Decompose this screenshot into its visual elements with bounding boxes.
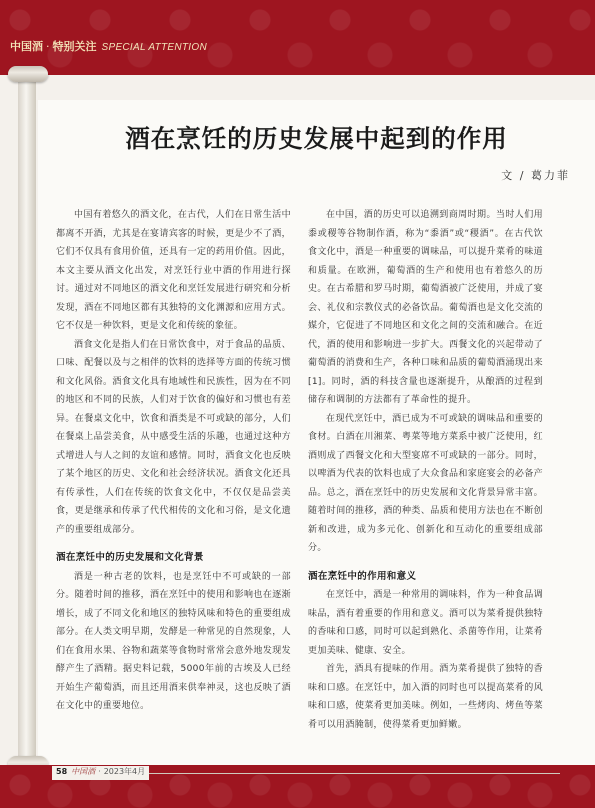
header-separator: · xyxy=(46,40,50,53)
article-title: 酒在烹饪的历史发展中起到的作用 xyxy=(125,124,508,153)
section-name: 特别关注 xyxy=(52,40,97,53)
page-number: 58 xyxy=(56,767,68,776)
section-heading: 酒在烹饪中的作用和意义 xyxy=(308,570,417,582)
scroll-rod-decoration xyxy=(18,74,36,764)
paragraph: 酒是一种古老的饮料，也是烹饪中不可或缺的一部分。随着时间的推移，酒在烹饪中的使用和影响也在逐渐增长，成了不同文化和地区的独特风味和特色的重要组成部分。在人类文明早期，发酵是一种常见的自然现象，人们在食用水果、谷物和蔬菜等食物时常常会意外地发现发酵产生了酒精。据史料记载，5000年前的古埃及人已经开始生产葡萄酒，而且还用酒来供奉神灵，这也反映了酒在文化中的重要地位。 xyxy=(56,571,291,711)
paragraph: 首先，酒具有提味的作用。酒为菜肴提供了独特的香味和口感。在烹饪中，加入酒的同时也可以提高菜肴的风味和口感，使菜肴更加美味。例如，一些烤肉、烤鱼等菜肴可以用酒腌制，使得菜肴更加鲜嫩。 xyxy=(308,664,543,730)
page-footer xyxy=(52,766,149,780)
right-column xyxy=(308,206,543,734)
article-author: 文 / 葛力菲 xyxy=(501,169,570,182)
section-name-en: SPECIAL ATTENTION xyxy=(101,42,207,53)
issue-date: 2023年4月 xyxy=(103,767,146,776)
paragraph: 中国有着悠久的酒文化，在古代，人们在日常生活中都离不开酒，尤其是在宴请宾客的时候，更是少不了酒，它们不仅具有食用价值，还具有一定的药用价值。因此，本文主要从酒文化出发，对烹饪行业中酒的作用进行探讨。通过对不同地区的酒文化和烹饪发展进行研究和分析发现，酒在不同地区都有其独特的文化渊源和应用方式。它不仅是一种饮料，更是文化和传统的象征。 xyxy=(56,210,291,331)
left-column xyxy=(56,206,291,716)
footer-dot: · xyxy=(98,767,101,776)
paragraph: 酒食文化是指人们在日常饮食中，对于食品的品质、口味、配餐以及与之相伴的饮料的选择等方面的传统习惯和文化风俗。酒食文化具有地域性和民族性，因为在不同的地区和不同的民族，人们对于饮食的偏好和习惯也有差异。在餐桌文化中，饮食和酒类是不可或缺的部分，人们在餐桌上品尝美食，从中感受生活的乐趣，也通过这种方式增进人与人之间的友谊和感情。同时，酒食文化也反映了某个地区的历史、文化和社会经济状况。酒食文化还具有传承性，人们在传统的饮食文化中，不仅仅是品尝美食，更是继承和传承了代代相传的文化和习俗，是文化遗产的重要组成部分。 xyxy=(56,339,291,535)
section-heading: 酒在烹饪中的历史发展和文化背景 xyxy=(56,552,204,563)
paragraph: 在烹饪中，酒是一种常用的调味料，作为一种食品调味品，酒有着重要的作用和意义。酒可以为菜肴提供独特的香味和口感，同时可以起到熟化、杀菌等作用，让菜肴更加美味、健康、安全。 xyxy=(308,590,543,656)
paragraph: 在现代烹饪中，酒已成为不可或缺的调味品和重要的食材。白酒在川湘菜、粤菜等地方菜系中被广泛使用，红酒则成了西餐文化和大型宴席不可或缺的一部分。同时，以啤酒为代表的饮料也成了大众食品和家庭宴会的必备产品。总之，酒在烹饪中的历史发展和文化背景异常丰富。随着时间的推移，酒的种类、品质和使用方法也在不断创新和改进，成为多元化、创新化和互动化的重要组成部分。 xyxy=(308,413,543,553)
paragraph: 在中国，酒的历史可以追溯到商周时期。当时人们用黍或稷等谷物制作酒，称为“黍酒”或“稷酒”。在古代饮食文化中，酒是一种重要的调味品，可以提升菜肴的味道和质量。在欧洲，葡萄酒的生产和使用也有着悠久的历史。在古希腊和罗马时期，葡萄酒被广泛使用，并成了宴会、礼仪和宗教仪式的必备饮品。葡萄酒也是文化交流的媒介，它促进了不同地区和文化之间的交流和融合。在近代，酒的使用和影响进一步扩大。西餐文化的兴起带动了葡萄酒的消费和生产，各种口味和品质的葡萄酒涌现出来[1]。同时，酒的科技含量也逐渐提升，从酿酒的过程到储存和调制的方法都有了革命性的提升。 xyxy=(308,210,543,405)
footer-rule xyxy=(130,773,560,774)
scroll-cap-top-decoration xyxy=(8,66,48,82)
footer-magazine: 中国酒 xyxy=(71,767,96,776)
magazine-brand: 中国酒 xyxy=(10,40,43,53)
section-header xyxy=(10,38,207,56)
